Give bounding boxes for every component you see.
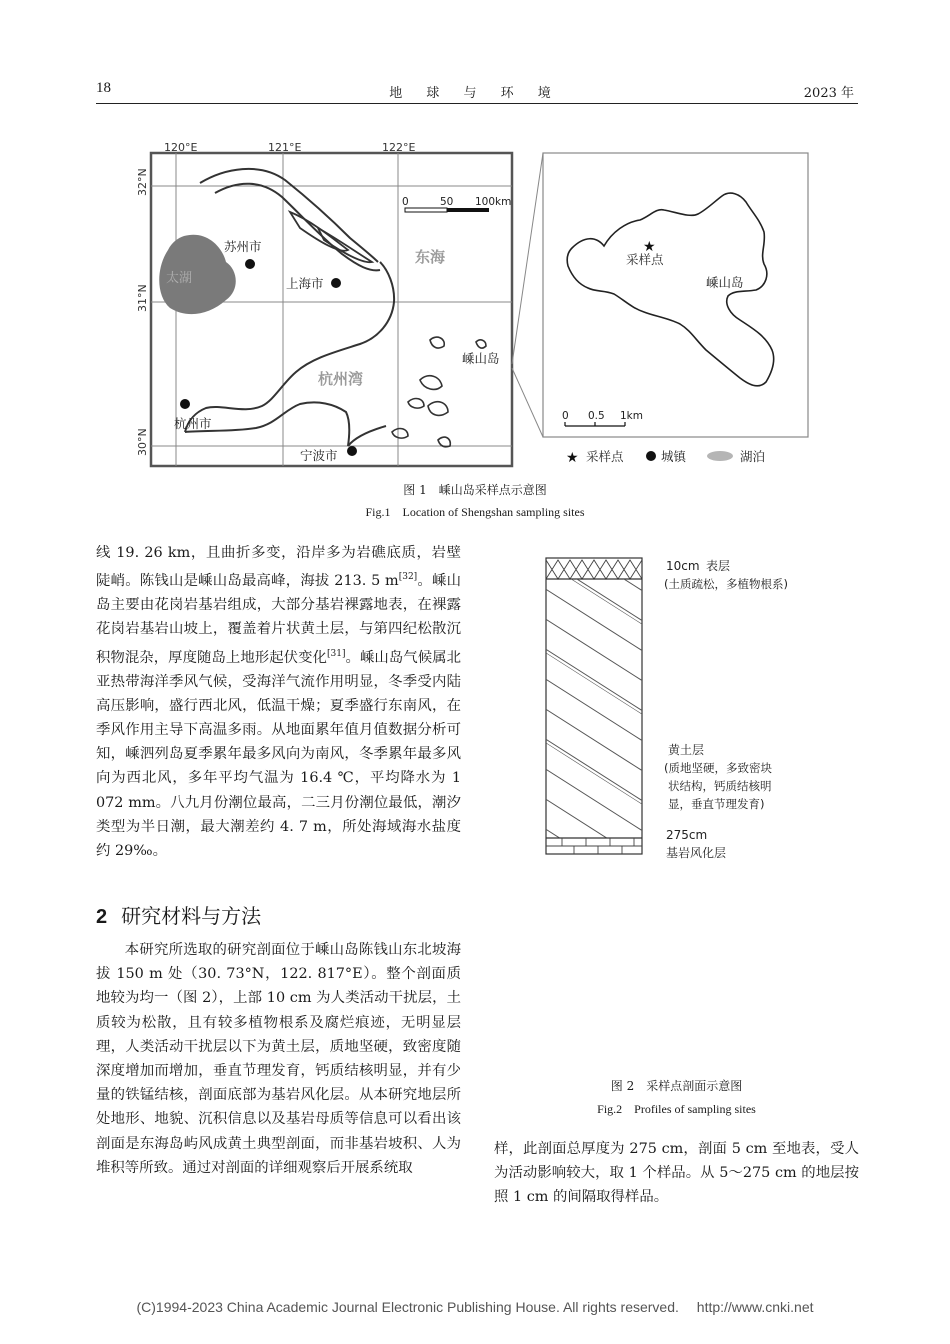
journal-title: 地 球 与 环 境 (389, 86, 561, 101)
paragraph-sampling: 样，此剖面总厚度为 275 cm，剖面 5 cm 至地表，受人为活动影响较大，取 1 个样品。从 5～275 cm 的地层按照 1 cm 的间隔取得样品。 (494, 1141, 859, 1206)
scale-tick-50: 50 (440, 196, 454, 208)
figure-1-map (0, 0, 950, 530)
top-depth-label: 10cm (666, 559, 700, 573)
inset-scale-tick-05: 0.5 (588, 410, 605, 422)
hangzhou-label: 杭州市 (174, 416, 212, 431)
top-layer-desc: (土质疏松，多植物根系) (664, 577, 788, 591)
inset-sampling-label: 采样点 (626, 252, 664, 267)
lat-label-30: 30°N (136, 428, 149, 456)
paragraph-methods: 本研究所选取的研究剖面位于嵊山岛陈钱山东北坡海拔 150 m 处（30. 73°N，122. 817°E）。整个剖面质地较为均一（图 2），上部 10 cm 为人类活动干扰层，土质较为松散，且有较多植物根系及腐烂痕迹，无明显层理，人类活动干扰层以下为黄土层，质地坚硬，致密度随深度增加而增加，垂直节理发育，钙质结核明显，并有少量的铁锰结核，剖面底部为基岩风化层。从本研究地层所处地形、地貌、沉积信息以及基岩母质等信息可以看出该剖面是东海岛屿风成黄土典型剖面，而非基岩坡积、人为堆积等所致。通过对剖面的详细观察后开展系统取 (96, 942, 461, 1176)
ningbo-dot (347, 446, 357, 456)
lon-label-121: 121°E (268, 141, 302, 154)
section-number: 2 (96, 906, 108, 928)
hangzhouwan-label: 杭州湾 (318, 370, 364, 388)
inset-island-label: 嵊山岛 (706, 275, 744, 290)
loess-desc-line-3: 显，垂直节理发育) (668, 797, 765, 811)
scale-tick-0: 0 (402, 196, 409, 208)
taihu-label: 太湖 (166, 271, 193, 286)
suzhou-label: 苏州市 (224, 239, 262, 254)
lat-label-31: 31°N (136, 284, 149, 312)
inset-scale-tick-1: 1km (620, 410, 643, 422)
figure-2-profile (530, 550, 860, 1070)
section-title: 研究材料与方法 (121, 904, 262, 928)
legend-lake-label: 湖泊 (740, 449, 766, 464)
loess-desc-line-2: 状结构，钙质结核明 (668, 779, 772, 793)
sampling-star-icon: ★ (643, 239, 656, 255)
loess-desc-line-1: (质地坚硬，多致密块 (664, 761, 772, 775)
page-number: 18 (96, 80, 111, 96)
section-heading (96, 900, 261, 929)
figure-1-caption-en: Fig.1 Location of Shengshan sampling sites (365, 505, 585, 519)
figure-2-caption-cn: 图 2 采样点剖面示意图 (610, 1079, 743, 1093)
legend-town-icon (646, 451, 656, 461)
shanghai-label: 上海市 (286, 276, 324, 291)
legend-town-label: 城镇 (661, 449, 687, 464)
lon-label-120: 120°E (164, 141, 198, 154)
lon-label-122: 122°E (382, 141, 416, 154)
ningbo-label: 宁波市 (300, 448, 338, 463)
legend-sampling-label: 采样点 (586, 449, 624, 464)
lat-label-32: 32°N (136, 168, 149, 196)
bedrock-layer-name: 基岩风化层 (666, 846, 727, 860)
figure-2-caption-en: Fig.2 Profiles of sampling sites (597, 1102, 756, 1116)
map-scale-bar (405, 208, 489, 212)
shengshan-label: 嵊山岛 (462, 351, 500, 366)
bottom-depth-label: 275cm (666, 828, 708, 842)
inset-scale-tick-0: 0 (562, 410, 569, 422)
paragraph-climate: 线 19. 26 km，且曲折多变，沿岸多为岩礁底质，岩壁陡峭。陈钱山是嵊山岛最高峰，海拔 213. 5 m[32]。嵊山岛主要由花岗岩基岩组成，大部分基岩裸露地表，在裸露花岗岩基岩山坡上，覆盖着片状黄土层，与第四纪松散沉积物混杂，厚度随岛上地形起伏变化[31]。嵊山岛气候属北亚热带海洋季风气候，受海洋气流作用明显，冬季受内陆高压影响，盛行西北风，低温干燥；夏季盛行东南风，在季风作用主导下高温多雨。从地面累年值月值数据分析可知，嵊泗列岛夏季累年最多风向为南风，冬季累年最多风向为西北风，多年平均气温为 16.4 ℃，平均降水为 1 072 mm。八九月份潮位最高，二三月份潮位最低，潮汐类型为半日潮，最大潮差约 4. 7 m，所处海域海水盐度约 29‰。 (96, 545, 461, 860)
copyright-footer: (C)1994-2023 China Academic Journal Electronic Publishing House. All rights reserved. http://www.cnki.net (136, 1299, 814, 1315)
top-layer-name: 表层 (706, 559, 731, 573)
suzhou-dot (245, 259, 255, 269)
inset-connectors (512, 153, 543, 437)
left-column (96, 541, 461, 863)
legend-lake-icon (707, 451, 733, 461)
profile-column (546, 558, 642, 854)
left-column-methods (96, 938, 461, 1180)
legend-star-icon: ★ (566, 450, 579, 466)
scale-tick-100: 100km (475, 196, 512, 208)
donghai-label: 东海 (415, 248, 446, 266)
right-column-continuation (494, 1137, 859, 1210)
inset-frame (543, 153, 808, 437)
hangzhou-dot (180, 399, 190, 409)
shanghai-dot (331, 278, 341, 288)
loess-layer-name: 黄土层 (668, 743, 705, 757)
journal-year: 2023 年 (803, 86, 854, 101)
figure-1-caption-cn: 图 1 嵊山岛采样点示意图 (403, 483, 547, 497)
